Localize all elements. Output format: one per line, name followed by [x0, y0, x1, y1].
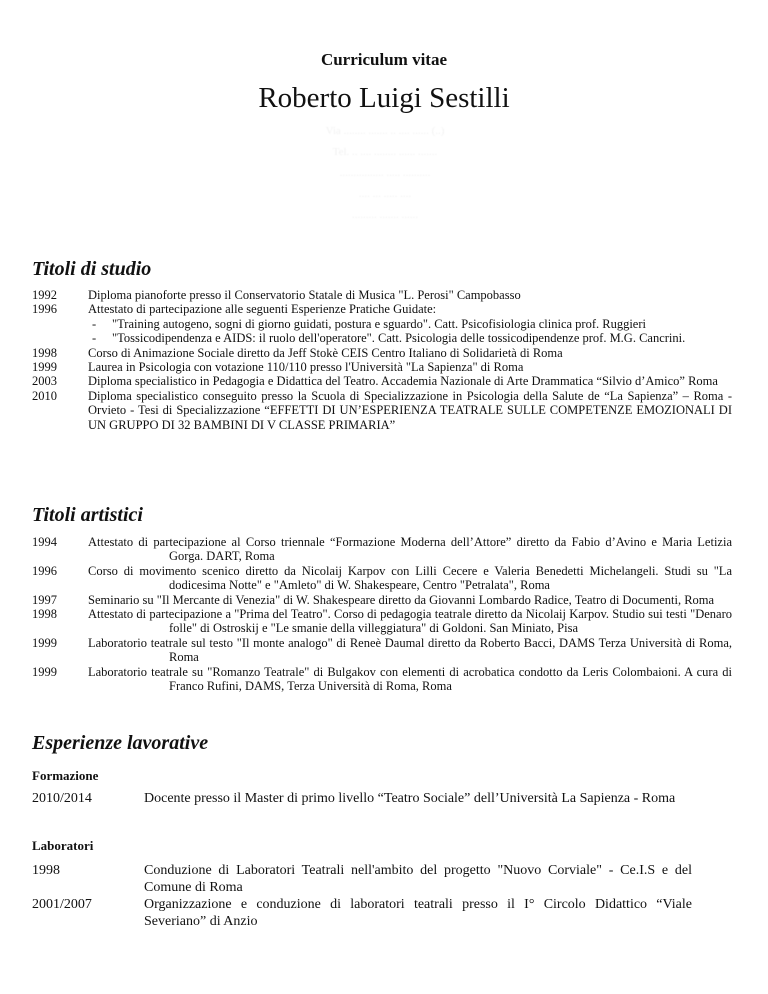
list-item: [32, 288, 732, 302]
list-item: [32, 636, 732, 665]
item-text: Attestato di partecipazione a "Prima del Teatro". Corso di pedagogia teatrale diretto da Nicolaij Karpov. Studio sui testi "Denaro folle" di Ostroskij e "Le smanie della villeggiatura" di Goldoni. San Miniato, Pisa: [88, 607, 732, 636]
item-year: 2010/2014: [32, 791, 92, 806]
item-text: Seminario su "Il Mercante di Venezia" di W. Shakespeare diretto da Giovanni Lombardo Radice, Teatro di Documenti, Roma: [88, 592, 715, 607]
item-text: "Tossicodipendenza e AIDS: il ruolo dell'operatore". Catt. Psicologia delle tossicodipendenze prof. M.G. Cancrini.: [112, 331, 686, 346]
item-year: 1999: [32, 664, 57, 679]
section-title-studio: Titoli di studio: [32, 258, 152, 280]
list-item: [32, 564, 732, 593]
item-year: 1992: [32, 288, 57, 302]
faded-line: Via ........ ....... .. .... ...... (..): [325, 125, 445, 137]
list-item: [32, 665, 732, 694]
item-text: Attestato di partecipazione al Corso triennale “Formazione Moderna dell’Attore” diretto da Fabio d’Avino e Maria Letizia Gorga. DART, Roma: [88, 535, 732, 564]
section-title-artistici: Titoli artistici: [32, 504, 143, 526]
faded-address-block: [215, 124, 555, 229]
faded-line: ................ ..... ..........: [339, 167, 431, 179]
item-text: Diploma specialistico in Pedagogia e Didattica del Teatro. Accademia Nazionale di Arte Drammatica “Silvio d’Amico” Roma: [88, 374, 718, 389]
item-text: Diploma specialistico conseguito presso la Scuola di Specializzazione in Psicologia della Salute de “La Sapienza” – Roma - Orvieto - Tesi di Specializzazione “EFFETTI DI UN’ESPERIENZA TEATRALE SULLE COMPETENZE EMOZIONALI DI UN GRUPPO DI 32 BAMBINI DI V CLASSE PRIMARIA”: [88, 388, 732, 432]
item-text: Laboratorio teatrale sul testo "Il monte analogo" di Reneè Daumal diretto da Roberto Bacci, DAMS Terza Università di Roma, Roma: [88, 635, 732, 665]
list-subitem: [32, 317, 732, 331]
faded-line: ......... ....... ......: [352, 209, 418, 221]
list-item: [32, 535, 732, 564]
item-year: 1997: [32, 592, 57, 607]
item-year: 1996: [32, 563, 57, 578]
item-year: 2003: [32, 374, 57, 389]
list-item: [32, 302, 732, 316]
list-subitem: [32, 331, 732, 345]
section-title-esperienze: Esperienze lavorative: [32, 732, 209, 754]
faded-line: Tel. .. .... ........ ...... .......: [332, 146, 438, 158]
item-text: Laboratorio teatrale su "Romanzo Teatrale" di Bulgakov con elementi di acrobatica condotto da Leris Colombaioni. A cura di Franco Rufini, DAMS, Terza Università di Roma, Roma: [88, 664, 732, 694]
list-item: [32, 389, 732, 432]
list-item: [32, 360, 732, 374]
dash-marker: -: [92, 316, 97, 331]
item-text: Diploma pianoforte presso il Conservatorio Statale di Musica "L. Perosi" Campobasso: [88, 288, 521, 302]
dash-marker: -: [92, 331, 97, 346]
list-item: [32, 790, 692, 807]
list-item: [32, 896, 692, 930]
item-text: Corso di movimento scenico diretto da Nicolaij Karpov con Lilli Cecere e Valeria Benedetti Michelangeli. Studi su "La dodicesima Notte" e "Amleto" di W. Shakespeare, Centro "Petralata", Roma: [88, 563, 732, 593]
subsection-laboratori: Laboratori: [32, 838, 94, 853]
studio-list: [32, 288, 732, 432]
item-year: 1998: [32, 607, 57, 622]
item-text: Docente presso il Master di primo livello “Teatro Sociale” dell’Università La Sapienza - Roma: [144, 791, 676, 806]
item-year: 1998: [32, 863, 60, 878]
item-year: 1998: [32, 345, 57, 360]
artistici-list: [32, 535, 732, 693]
list-item: [32, 862, 692, 896]
item-text: "Training autogeno, sogni di giorno guidati, postura e sguardo". Catt. Psicofisiologia clinica prof. Ruggieri: [112, 316, 646, 331]
item-text: Attestato di partecipazione alle seguenti Esperienze Pratiche Guidate:: [88, 302, 437, 317]
item-text: Conduzione di Laboratori Teatrali nell'ambito del progetto "Nuovo Corviale" - Ce.I.S e del Comune di Roma: [144, 863, 692, 895]
item-year: 2001/2007: [32, 897, 92, 912]
item-year: 1999: [32, 635, 57, 650]
faded-line: .... ... ..... ....: [358, 188, 412, 200]
list-item: [32, 607, 732, 636]
document-title: Curriculum vitae: [320, 50, 448, 69]
item-year: 1999: [32, 360, 57, 375]
item-year: 1996: [32, 302, 57, 317]
list-item: [32, 374, 732, 388]
item-text: Laurea in Psicologia con votazione 110/110 presso l'Università "La Sapienza" di Roma: [88, 360, 524, 375]
item-text: Organizzazione e conduzione di laboratori teatrali presso il I° Circolo Didattico “Viale Severiano” di Anzio: [144, 897, 692, 929]
item-text: Corso di Animazione Sociale diretto da Jeff Stokè CEIS Centro Italiano di Solidarietà di Roma: [88, 345, 563, 360]
item-year: 1994: [32, 535, 57, 549]
subsection-formazione: Formazione: [32, 768, 99, 783]
laboratori-list: [32, 862, 692, 930]
formazione-list: [32, 790, 692, 807]
person-name: Roberto Luigi Sestilli: [258, 82, 510, 114]
list-item: [32, 346, 732, 360]
list-item: [32, 593, 732, 607]
item-year: 2010: [32, 388, 57, 403]
